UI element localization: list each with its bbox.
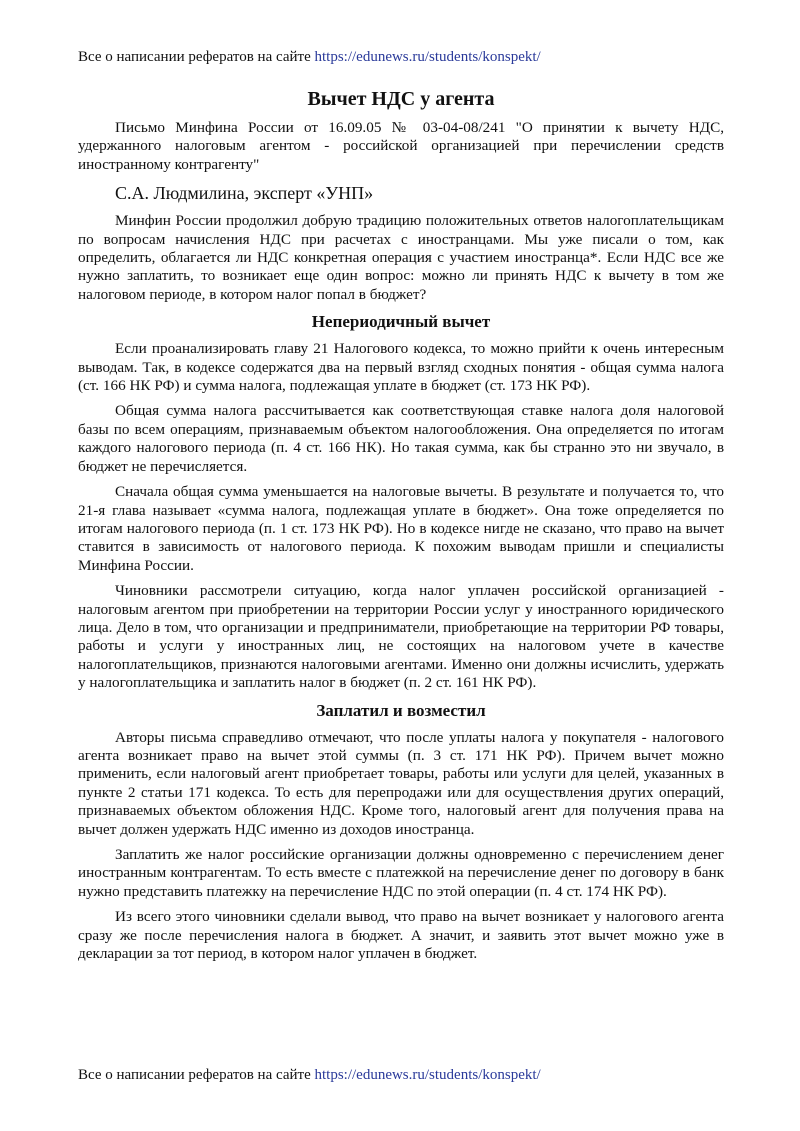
header-link[interactable]: https://edunews.ru/students/konspekt/ [314,49,541,65]
paragraph: Авторы письма справедливо отмечают, что после уплаты налога у покупателя - налогового агента возникает право на вычет этой суммы (п. 3 ст. 171 НК РФ). Причем вычет можно применить, если налоговый агент приобретает товары, работы или услуги для целей, указанных в пункте 2 статьи 171 кодекса. То есть для перепродажи или для осуществления других операций, признаваемых объектом обложения НДС. Кроме того, налоговый агент для получения права на вычет должен удержать НДС именно из доходов иностранца. [78,728,724,838]
paragraph: Сначала общая сумма уменьшается на налоговые вычеты. В результате и получается то, что 21-я глава называет «сумма налога, подлежащая уплате в бюджет». Она тоже определяется по итогам налогового периода (п. 1 ст. 173 НК РФ). Но в кодексе нигде не сказано, что право на вычет ставится в зависимость от налогового периода. К похожим выводам пришли и специалисты Минфина России. [78,483,724,574]
document-title: Вычет НДС у агента [307,88,495,110]
paragraph: Общая сумма налога рассчитывается как соответствующая ставке налога доля налоговой базы по всем операциям, признаваемым объектом налогообложения. Она определяется по итогам каждого налогового периода (п. 4 ст. 166 НК). Но такая сумма, как бы странно это ни звучало, в бюджет не перечисляется. [78,402,724,475]
intro-paragraph: Минфин России продолжил добрую традицию положительных ответов налогоплательщикам по вопросам начисления НДС при расчетах с иностранцами. Мы уже писали о том, как определить, облагается ли НДС конкретная операция с участием иностранца*. Если НДС все же нужно заплатить, то возникает еще один вопрос: можно ли принять НДС к вычету в том же налоговом периоде, в котором налог попал в бюджет? [78,212,724,303]
section-heading-1: Непериодичный вычет [311,312,491,332]
page-header [78,48,541,66]
author-line: С.А. Людмилина, эксперт «УНП» [115,183,374,204]
header-text: Все о написании рефератов на сайте [78,49,315,65]
footer-link[interactable]: https://edunews.ru/students/konspekt/ [314,1067,541,1083]
paragraph: Если проанализировать главу 21 Налогового кодекса, то можно прийти к очень интересным выводам. Так, в кодексе содержатся два на первый взгляд сходных понятия - общая сумма налога (ст. 166 НК РФ) и сумма налога, подлежащая уплате в бюджет (ст. 173 НК РФ). [78,340,724,395]
document-body [78,119,724,970]
footer-text: Все о написании рефератов на сайте [78,1067,315,1083]
paragraph: Из всего этого чиновники сделали вывод, что право на вычет возникает у налогового агента сразу же после перечисления налога в бюджет. А значит, и заявить этот вычет можно уже в декларации за тот период, в котором налог уплачен в бюджет. [78,908,724,963]
section-heading-2: Заплатил и возместил [316,700,486,720]
letter-reference: Письмо Минфина России от 16.09.05 № 03-04-08/241 "О принятии к вычету НДС, удержанного налоговым агентом - российской организацией при перечислении средств иностранному контрагенту" [78,119,724,173]
page-footer [78,1066,541,1084]
paragraph: Заплатить же налог российские организации должны одновременно с перечислением денег иностранным контрагентам. То есть вместе с платежкой на перечисление денег по договору в банк нужно представить платежку на перечисление НДС по этой операции (п. 4 ст. 174 НК РФ). [78,846,724,900]
paragraph: Чиновники рассмотрели ситуацию, когда налог уплачен российской организацией - налоговым агентом при приобретении на территории России услуг у иностранного юридического лица. Дело в том, что организации и предприниматели, приобретающие на территории РФ товары, работы и услуги у иностранных лиц, не состоящих на налоговом учете в качестве налогоплательщиков, признаются налоговыми агентами. Именно они должны исчислить, удержать у налогоплательщика и заплатить налог в бюджет (п. 2 ст. 161 НК РФ). [78,582,724,692]
